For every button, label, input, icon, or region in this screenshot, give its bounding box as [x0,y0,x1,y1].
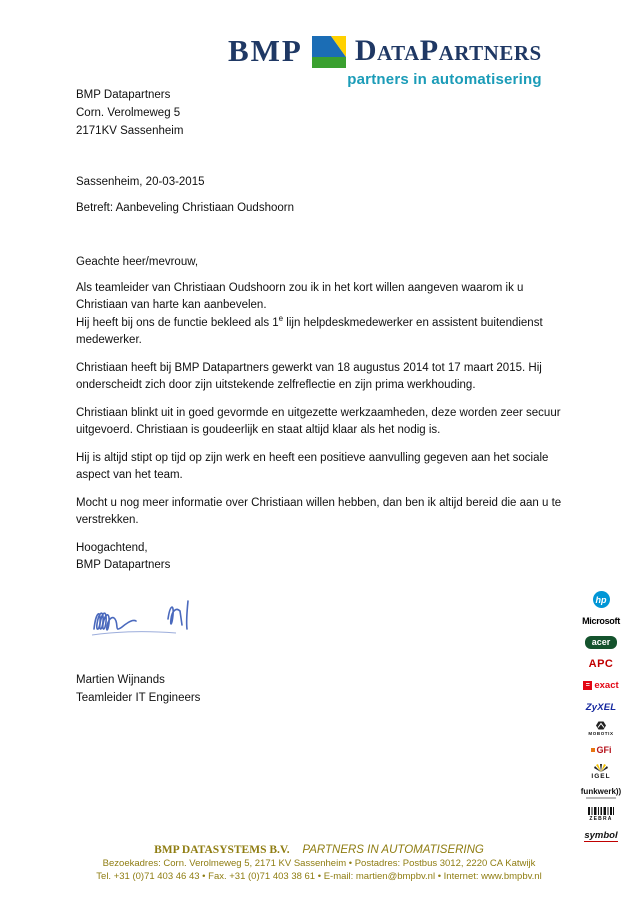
footer-spacer [293,844,299,856]
signer-title: Teamleider IT Engineers [76,691,201,704]
mobotix-logo-icon [595,721,607,730]
signer-name: Martien Wijnands [76,673,165,686]
sender-city: 2171KV Sassenheim [76,125,184,137]
closing-salutation: Hoogachtend, [76,541,148,554]
footer-company-name: BMP DATASYSTEMS B.V. [154,844,290,856]
gfi-logo-icon [591,748,595,752]
partner-logo-funkwerk [574,784,628,804]
gfi-logo-text: GFi [596,745,612,756]
footer-address-line: Bezoekadres: Corn. Verolmeweg 5, 2171 KV Sassenheim • Postadres: Postbus 3012, 2220 CA Katwijk [102,858,536,869]
sender-address-block [76,86,183,140]
date-line: Sassenheim, 20-03-2015 [76,176,205,188]
mobotix-logo-text: MOBOTIX [588,731,614,737]
funkwerk-tagline-bar [586,797,616,799]
partner-logo-microsoft [574,612,628,632]
paragraph-1-sentence-1: Als teamleider van Christiaan Oudshoorn zou ik in het kort willen aangeven waarom ik u Christiaan van harte kan aanbevelen. [76,281,524,311]
company-logo [228,34,542,88]
footer-contact-line: Tel. +31 (0)71 403 46 43 • Fax. +31 (0)71 403 38 61 • E-mail: martien@bmpbv.nl • Internet: www.bmpbv.nl [96,871,542,882]
partner-logo-apc [574,655,628,675]
company-logo-row [228,34,542,73]
partner-logo-mobotix [574,719,628,739]
logo-tagline: partners in automatisering [347,71,542,88]
subject-line: Betreft: Aanbeveling Christiaan Oudshoorn [76,201,294,214]
partner-logo-igel [574,762,628,782]
closing-company: BMP Datapartners [76,559,171,571]
logo-datapartners-text: DataPartners [354,34,542,67]
partner-logo-acer [574,633,628,653]
partner-logo-zebra [574,805,628,825]
paragraph-2: Christiaan heeft bij BMP Datapartners gewerkt van 18 augustus 2014 tot 17 maart 2015. Hij onderscheidt zich door zijn uitstekende zelfreflectie en zijn prima werkhouding. [76,361,542,391]
signature-block [76,575,573,671]
hp-logo-icon: hp [593,591,610,608]
zyxel-logo-text: ZyXEL [585,701,617,713]
paragraph-1 [76,280,573,350]
sender-street: Corn. Verolmeweg 5 [76,107,181,119]
partner-logo-zyxel [574,698,628,718]
paragraph-1-sentence-2-post: lijn helpdeskmedewerker en assistent buitendienst medewerker. [76,316,543,346]
footer-company-line [0,843,638,857]
exact-logo-text: exact [594,680,619,692]
logo-square-icon [312,36,346,73]
letter-body [76,174,573,707]
partner-logo-gfi [574,741,628,761]
salutation: Geachte heer/mevrouw, [76,256,199,268]
letter-footer [0,843,638,883]
sender-company: BMP Datapartners [76,89,171,101]
handwritten-signature [88,591,238,647]
igel-logo-text: IGEL [591,772,611,780]
partner-logo-hp [574,590,628,610]
paragraph-5: Mocht u nog meer informatie over Christiaan willen hebben, dan ben ik altijd bereid die aan u te verstrekken. [76,496,562,526]
logo-bmp-text: BMP [228,33,303,68]
partner-logo-exact [574,676,628,696]
paragraph-4: Hij is altijd stipt op tijd op zijn werk en heeft een positieve aanvulling gegeven aan het sociale aspect van het team. [76,451,549,481]
microsoft-logo-text: Microsoft [582,616,620,627]
acer-logo-text: acer [585,636,618,649]
zebra-logo-text: ZEBRA [589,816,613,823]
exact-equals-icon: = [583,681,592,690]
funkwerk-logo-text: funkwerk)) [580,787,622,797]
apc-logo-text: APC [588,658,614,671]
paragraph-3: Christiaan blinkt uit in goed gevormde en uitgezette werkzaamheden, deze worden zeer secuur uitgevoerd. Christiaan is goudeerlijk en staat altijd klaar als het nodig is. [76,406,561,436]
footer-company-tagline: PARTNERS IN AUTOMATISERING [302,844,484,856]
paragraph-1-sentence-2-pre: Hij heeft bij ons de functie bekleed als 1 [76,316,279,329]
igel-logo-icon [593,764,609,772]
paragraph-1-superscript: e [278,313,284,323]
symbol-logo-text: symbol [584,829,618,841]
partner-logos-column [574,590,628,848]
zebra-barcode-icon [588,807,614,815]
